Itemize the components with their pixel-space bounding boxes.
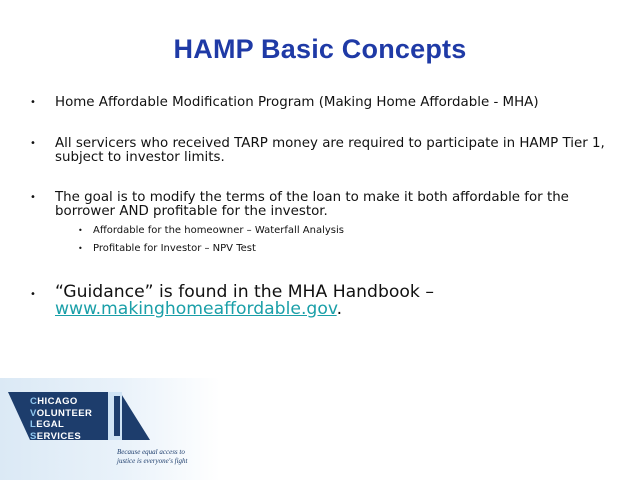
bullet-text: The goal is to modify the terms of the loan to make it both affordable for the borrower AND profitable for the investor. xyxy=(55,189,569,219)
bullet-text: “Guidance” is found in the MHA Handbook – xyxy=(55,281,434,302)
bullet-text: Home Affordable Modification Program (Making Home Affordable - MHA) xyxy=(55,95,539,110)
bullet-dot: • xyxy=(30,191,36,203)
sub-bullet-text: Affordable for the homeowner – Waterfall Analysis xyxy=(93,224,344,236)
logo-accent-inner xyxy=(114,396,120,436)
logo-text xyxy=(30,396,92,442)
sub-bullet-dot: • xyxy=(78,243,83,253)
sub-bullet-item xyxy=(55,243,610,255)
bullet-dot: • xyxy=(30,97,36,108)
sub-bullet-list xyxy=(55,225,610,255)
slide-title: HAMP Basic Concepts xyxy=(173,34,467,64)
sub-bullet-dot: • xyxy=(78,225,83,235)
sub-bullet-item xyxy=(55,225,610,237)
handbook-link[interactable]: www.makinghomeaffordable.gov xyxy=(55,298,337,319)
bullet-dot: • xyxy=(30,288,36,300)
logo-tagline: Because equal access to justice is everyone's fight xyxy=(117,448,188,465)
logo-line: CHICAGO xyxy=(30,396,78,407)
bullet-item xyxy=(30,137,610,166)
logo-line: VOLUNTEER xyxy=(30,407,93,419)
bullet-dot: • xyxy=(30,137,36,149)
logo-line: SERVICES xyxy=(30,430,82,442)
bullet-list xyxy=(30,96,610,318)
logo-line: LEGAL xyxy=(30,419,65,430)
bullet-item xyxy=(30,281,610,319)
bullet-text: All servicers who received TARP money are required to participate in HAMP Tier 1, subject to investor limits. xyxy=(55,135,605,165)
sub-bullet-text: Profitable for Investor – NPV Test xyxy=(93,242,256,254)
bullet-item xyxy=(30,191,610,255)
bullet-text-end: . xyxy=(336,298,343,319)
bullet-item xyxy=(30,96,610,111)
cvls-logo xyxy=(0,378,220,480)
